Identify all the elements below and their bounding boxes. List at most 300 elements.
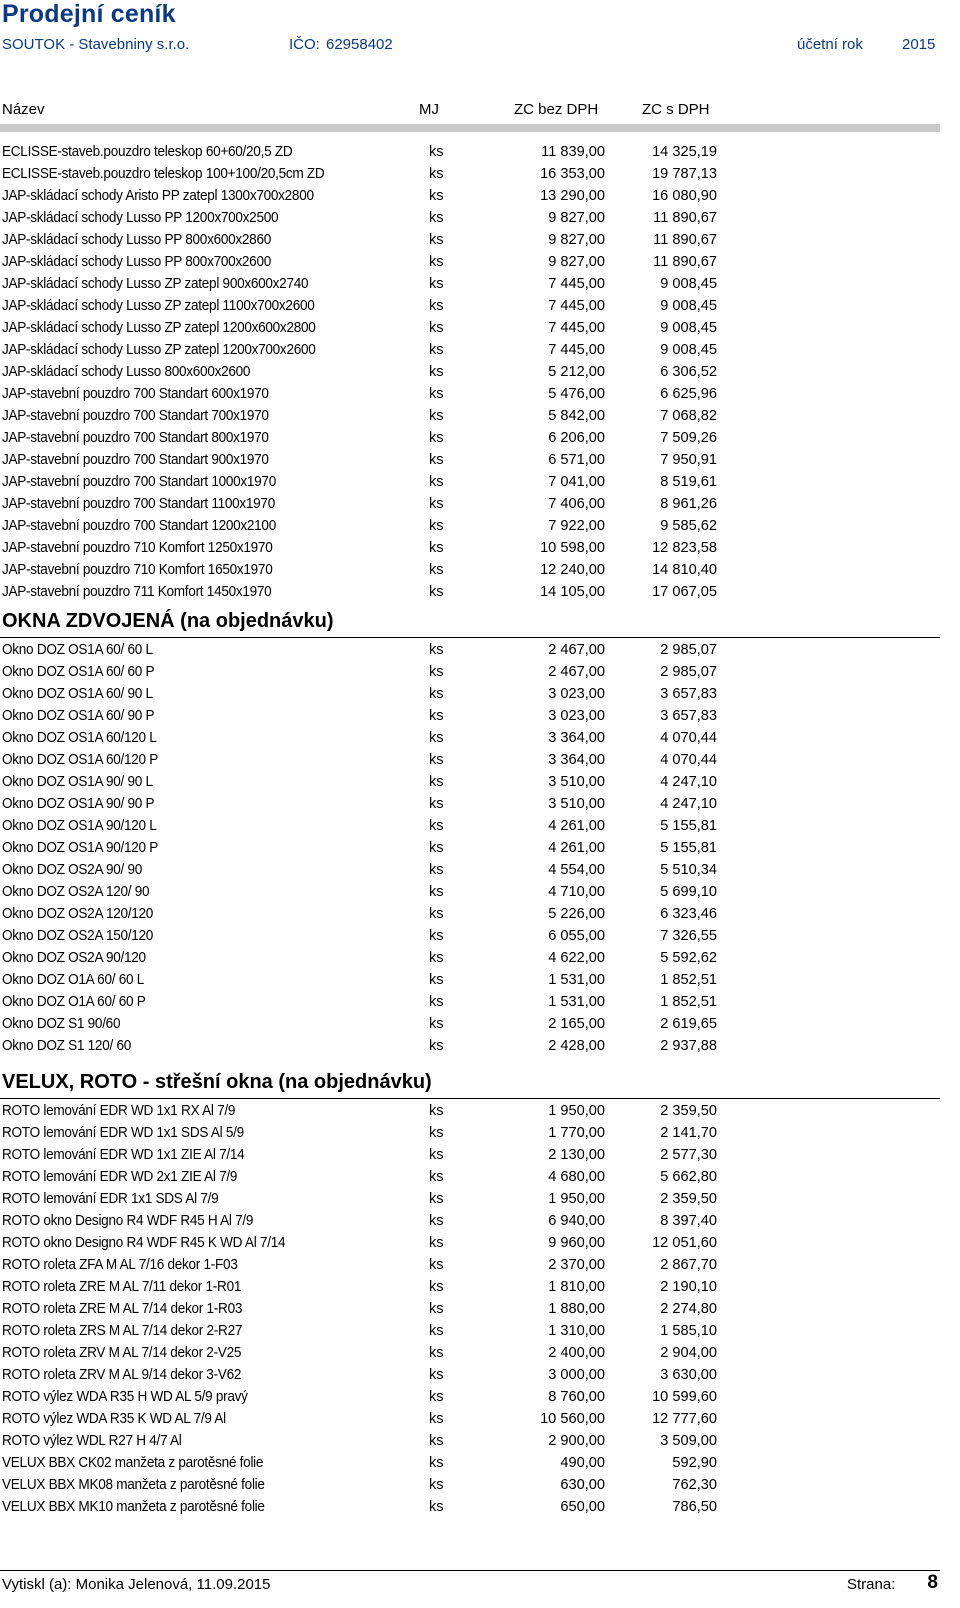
item-name: ROTO lemování EDR 1x1 SDS Al 7/9 <box>2 1191 219 1207</box>
item-name: ROTO okno Designo R4 WDF R45 K WD Al 7/14 <box>2 1235 286 1251</box>
item-name: ECLISSE-staveb.pouzdro teleskop 60+60/20,5 ZD <box>2 144 293 160</box>
item-price-without-vat: 1 531,00 <box>548 972 605 988</box>
table-row <box>0 141 960 163</box>
item-name: Okno DOZ OS1A 60/120 P <box>2 752 159 768</box>
item-name: VELUX BBX MK08 manžeta z parotěsné folie <box>2 1477 265 1493</box>
item-name: ROTO výlez WDA R35 K WD AL 7/9 Al <box>2 1411 226 1427</box>
item-unit: ks <box>429 1323 444 1339</box>
item-unit: ks <box>429 840 444 856</box>
item-name: Okno DOZ OS2A 90/120 <box>2 950 146 966</box>
item-price-without-vat: 7 041,00 <box>548 474 605 490</box>
item-price-with-vat: 5 155,81 <box>660 840 717 856</box>
table-row <box>0 815 960 837</box>
item-unit: ks <box>429 752 444 768</box>
item-price-with-vat: 14 810,40 <box>652 562 717 578</box>
item-price-with-vat: 5 592,62 <box>660 950 717 966</box>
item-price-with-vat: 7 326,55 <box>660 928 717 944</box>
item-price-with-vat: 11 890,67 <box>653 232 717 248</box>
item-price-without-vat: 4 710,00 <box>548 884 605 900</box>
section-divider <box>0 637 940 638</box>
item-name: Okno DOZ OS1A 90/ 90 L <box>2 774 153 790</box>
item-price-with-vat: 2 141,70 <box>660 1125 717 1141</box>
item-price-with-vat: 10 599,60 <box>652 1389 717 1405</box>
column-header-name: Název <box>2 101 45 118</box>
table-row <box>0 991 960 1013</box>
item-name: ROTO okno Designo R4 WDF R45 H Al 7/9 <box>2 1213 254 1229</box>
table-row <box>0 1013 960 1035</box>
item-price-without-vat: 12 240,00 <box>540 562 605 578</box>
table-row <box>0 1188 960 1210</box>
table-row <box>0 727 960 749</box>
item-price-without-vat: 11 839,00 <box>541 144 605 160</box>
item-unit: ks <box>429 430 444 446</box>
item-price-without-vat: 16 353,00 <box>540 166 605 182</box>
item-unit: ks <box>429 320 444 336</box>
table-row <box>0 1342 960 1364</box>
item-price-without-vat: 6 940,00 <box>548 1213 605 1229</box>
item-price-with-vat: 8 961,26 <box>660 496 717 512</box>
item-price-without-vat: 6 206,00 <box>548 430 605 446</box>
item-price-with-vat: 7 950,91 <box>660 452 717 468</box>
item-name: Okno DOZ OS2A 120/ 90 <box>2 884 150 900</box>
table-row <box>0 1276 960 1298</box>
item-name: JAP-skládací schody Lusso PP 800x600x2860 <box>2 232 271 248</box>
item-unit: ks <box>429 144 444 160</box>
item-price-without-vat: 1 950,00 <box>548 1103 605 1119</box>
item-price-without-vat: 9 960,00 <box>548 1235 605 1251</box>
item-name: Okno DOZ OS1A 90/120 P <box>2 840 159 856</box>
item-unit: ks <box>429 276 444 292</box>
item-name: Okno DOZ OS1A 60/120 L <box>2 730 157 746</box>
item-unit: ks <box>429 664 444 680</box>
table-row <box>0 947 960 969</box>
item-price-without-vat: 1 810,00 <box>548 1279 605 1295</box>
item-price-without-vat: 4 554,00 <box>548 862 605 878</box>
item-price-with-vat: 2 577,30 <box>660 1147 717 1163</box>
item-unit: ks <box>429 1345 444 1361</box>
item-price-with-vat: 4 070,44 <box>660 730 717 746</box>
column-header-price-with-vat: ZC s DPH <box>642 101 710 118</box>
item-unit: ks <box>429 1235 444 1251</box>
item-price-with-vat: 2 190,10 <box>660 1279 717 1295</box>
item-name: ROTO roleta ZFA M AL 7/16 dekor 1-F03 <box>2 1257 238 1273</box>
item-price-without-vat: 6 055,00 <box>548 928 605 944</box>
item-price-without-vat: 6 571,00 <box>548 452 605 468</box>
item-price-with-vat: 6 306,52 <box>660 364 717 380</box>
item-name: JAP-stavební pouzdro 700 Standart 1000x1970 <box>2 474 276 490</box>
item-price-without-vat: 7 445,00 <box>548 276 605 292</box>
item-price-with-vat: 14 325,19 <box>652 144 717 160</box>
table-row <box>0 1100 960 1122</box>
item-price-without-vat: 5 842,00 <box>548 408 605 424</box>
item-price-with-vat: 1 585,10 <box>660 1323 717 1339</box>
table-row <box>0 515 960 537</box>
printed-by: Vytiskl (a): Monika Jelenová, 11.09.2015 <box>2 1576 271 1593</box>
item-name: Okno DOZ O1A 60/ 60 P <box>2 994 146 1010</box>
item-price-without-vat: 14 105,00 <box>540 584 605 600</box>
item-price-without-vat: 1 310,00 <box>548 1323 605 1339</box>
item-price-with-vat: 4 247,10 <box>660 774 717 790</box>
item-price-with-vat: 17 067,05 <box>652 584 717 600</box>
item-price-with-vat: 5 510,34 <box>660 862 717 878</box>
item-name: Okno DOZ S1 120/ 60 <box>2 1038 131 1054</box>
item-name: Okno DOZ OS1A 60/ 90 L <box>2 686 153 702</box>
item-price-with-vat: 3 657,83 <box>660 708 717 724</box>
item-price-with-vat: 3 509,00 <box>660 1433 717 1449</box>
table-row <box>0 1430 960 1452</box>
table-row <box>0 537 960 559</box>
item-price-without-vat: 2 900,00 <box>548 1433 605 1449</box>
item-price-without-vat: 13 290,00 <box>540 188 605 204</box>
item-name: ROTO roleta ZRE M AL 7/14 dekor 1-R03 <box>2 1301 243 1317</box>
item-price-without-vat: 10 560,00 <box>540 1411 605 1427</box>
item-name: JAP-stavební pouzdro 700 Standart 700x1970 <box>2 408 269 424</box>
column-header-price-without-vat: ZC bez DPH <box>514 101 599 118</box>
page-title: Prodejní ceník <box>2 0 176 28</box>
table-row <box>0 1386 960 1408</box>
item-price-without-vat: 2 428,00 <box>548 1038 605 1054</box>
item-name: JAP-skládací schody Aristo PP zatepl 1300x700x2800 <box>2 188 314 204</box>
item-price-with-vat: 1 852,51 <box>660 972 717 988</box>
item-price-without-vat: 4 680,00 <box>548 1169 605 1185</box>
item-name: JAP-stavební pouzdro 711 Komfort 1450x1970 <box>2 584 272 600</box>
item-name: Okno DOZ OS2A 150/120 <box>2 928 154 944</box>
item-unit: ks <box>429 496 444 512</box>
item-unit: ks <box>429 928 444 944</box>
table-row <box>0 229 960 251</box>
item-unit: ks <box>429 1213 444 1229</box>
item-price-without-vat: 2 130,00 <box>548 1147 605 1163</box>
item-price-with-vat: 9 585,62 <box>660 518 717 534</box>
item-name: VELUX BBX CK02 manžeta z parotěsné folie <box>2 1455 264 1471</box>
item-name: ECLISSE-staveb.pouzdro teleskop 100+100/20,5cm ZD <box>2 166 325 182</box>
table-row <box>0 661 960 683</box>
item-price-without-vat: 7 445,00 <box>548 298 605 314</box>
item-price-with-vat: 2 359,50 <box>660 1191 717 1207</box>
item-name: JAP-skládací schody Lusso PP 1200x700x2500 <box>2 210 279 226</box>
item-name: JAP-stavební pouzdro 700 Standart 1100x1970 <box>2 496 275 512</box>
page-number: 8 <box>927 1572 938 1593</box>
table-row <box>0 1496 960 1518</box>
item-price-without-vat: 2 467,00 <box>548 664 605 680</box>
item-price-with-vat: 5 699,10 <box>660 884 717 900</box>
item-name: Okno DOZ OS2A 120/120 <box>2 906 154 922</box>
table-row <box>0 1166 960 1188</box>
item-price-without-vat: 1 531,00 <box>548 994 605 1010</box>
section-title: OKNA ZDVOJENÁ (na objednávku) <box>2 610 334 632</box>
item-price-without-vat: 3 364,00 <box>548 752 605 768</box>
item-price-with-vat: 9 008,45 <box>660 298 717 314</box>
item-price-without-vat: 7 445,00 <box>548 342 605 358</box>
item-unit: ks <box>429 818 444 834</box>
table-row <box>0 793 960 815</box>
item-price-without-vat: 7 922,00 <box>548 518 605 534</box>
table-row <box>0 1144 960 1166</box>
item-price-without-vat: 1 950,00 <box>548 1191 605 1207</box>
table-row <box>0 881 960 903</box>
section-divider <box>0 1098 940 1099</box>
footer-divider <box>0 1570 940 1571</box>
table-row <box>0 1364 960 1386</box>
table-row <box>0 1122 960 1144</box>
item-name: JAP-stavební pouzdro 700 Standart 800x1970 <box>2 430 269 446</box>
item-price-with-vat: 9 008,45 <box>660 276 717 292</box>
item-unit: ks <box>429 884 444 900</box>
item-price-with-vat: 11 890,67 <box>653 210 717 226</box>
item-name: JAP-stavební pouzdro 700 Standart 600x1970 <box>2 386 269 402</box>
header-divider <box>0 124 940 132</box>
item-price-without-vat: 3 364,00 <box>548 730 605 746</box>
table-row <box>0 273 960 295</box>
item-price-without-vat: 490,00 <box>560 1455 605 1471</box>
item-unit: ks <box>429 862 444 878</box>
item-price-with-vat: 2 985,07 <box>660 664 717 680</box>
item-unit: ks <box>429 1499 444 1515</box>
table-row <box>0 317 960 339</box>
item-unit: ks <box>429 1016 444 1032</box>
item-unit: ks <box>429 1389 444 1405</box>
item-price-with-vat: 9 008,45 <box>660 342 717 358</box>
item-price-without-vat: 650,00 <box>560 1499 605 1515</box>
table-row <box>0 683 960 705</box>
item-unit: ks <box>429 972 444 988</box>
item-price-without-vat: 9 827,00 <box>548 232 605 248</box>
item-unit: ks <box>429 408 444 424</box>
item-unit: ks <box>429 584 444 600</box>
item-price-with-vat: 12 051,60 <box>652 1235 717 1251</box>
item-name: Okno DOZ OS1A 90/ 90 P <box>2 796 155 812</box>
item-price-with-vat: 2 359,50 <box>660 1103 717 1119</box>
item-unit: ks <box>429 298 444 314</box>
item-price-with-vat: 1 852,51 <box>660 994 717 1010</box>
item-name: Okno DOZ OS1A 90/120 L <box>2 818 157 834</box>
item-price-with-vat: 762,30 <box>672 1477 717 1493</box>
table-row <box>0 581 960 603</box>
item-price-with-vat: 5 155,81 <box>660 818 717 834</box>
table-row <box>0 559 960 581</box>
item-price-without-vat: 4 622,00 <box>548 950 605 966</box>
table-row <box>0 771 960 793</box>
item-price-without-vat: 2 165,00 <box>548 1016 605 1032</box>
table-row <box>0 471 960 493</box>
item-unit: ks <box>429 1038 444 1054</box>
item-price-without-vat: 9 827,00 <box>548 254 605 270</box>
item-unit: ks <box>429 1411 444 1427</box>
item-price-with-vat: 4 070,44 <box>660 752 717 768</box>
table-row <box>0 405 960 427</box>
item-name: Okno DOZ O1A 60/ 60 L <box>2 972 145 988</box>
item-unit: ks <box>429 1103 444 1119</box>
table-row <box>0 859 960 881</box>
item-unit: ks <box>429 364 444 380</box>
item-name: JAP-stavební pouzdro 700 Standart 900x1970 <box>2 452 269 468</box>
column-header-mj: MJ <box>419 101 439 118</box>
table-row <box>0 361 960 383</box>
item-unit: ks <box>429 642 444 658</box>
item-name: ROTO výlez WDL R27 H 4/7 Al <box>2 1433 182 1449</box>
item-unit: ks <box>429 1477 444 1493</box>
table-row <box>0 837 960 859</box>
item-name: JAP-stavební pouzdro 710 Komfort 1250x1970 <box>2 540 273 556</box>
fiscal-year-label: účetní rok <box>797 36 863 53</box>
item-price-with-vat: 6 323,46 <box>660 906 717 922</box>
item-price-with-vat: 592,90 <box>672 1455 717 1471</box>
item-unit: ks <box>429 452 444 468</box>
item-unit: ks <box>429 254 444 270</box>
item-price-without-vat: 2 370,00 <box>548 1257 605 1273</box>
table-row <box>0 1452 960 1474</box>
item-unit: ks <box>429 708 444 724</box>
item-unit: ks <box>429 1279 444 1295</box>
item-unit: ks <box>429 1125 444 1141</box>
item-price-with-vat: 7 509,26 <box>660 430 717 446</box>
table-row <box>0 1232 960 1254</box>
item-name: ROTO lemování EDR WD 2x1 ZIE Al 7/9 <box>2 1169 238 1185</box>
item-name: JAP-skládací schody Lusso ZP zatepl 1200x600x2800 <box>2 320 316 336</box>
section-title: VELUX, ROTO - střešní okna (na objednávku) <box>2 1071 432 1093</box>
item-unit: ks <box>429 540 444 556</box>
table-row <box>0 427 960 449</box>
item-name: JAP-stavební pouzdro 700 Standart 1200x2100 <box>2 518 276 534</box>
item-price-with-vat: 2 867,70 <box>660 1257 717 1273</box>
item-price-with-vat: 12 777,60 <box>652 1411 717 1427</box>
item-price-without-vat: 1 770,00 <box>548 1125 605 1141</box>
item-price-without-vat: 9 827,00 <box>548 210 605 226</box>
item-name: JAP-skládací schody Lusso ZP zatepl 1200x700x2600 <box>2 342 316 358</box>
table-row <box>0 493 960 515</box>
item-name: ROTO roleta ZRS M AL 7/14 dekor 2-R27 <box>2 1323 243 1339</box>
item-unit: ks <box>429 474 444 490</box>
item-unit: ks <box>429 994 444 1010</box>
item-name: Okno DOZ OS2A 90/ 90 <box>2 862 143 878</box>
item-price-with-vat: 16 080,90 <box>652 188 717 204</box>
table-row <box>0 339 960 361</box>
item-price-with-vat: 3 657,83 <box>660 686 717 702</box>
item-unit: ks <box>429 1455 444 1471</box>
item-unit: ks <box>429 562 444 578</box>
table-row <box>0 903 960 925</box>
item-unit: ks <box>429 950 444 966</box>
item-price-without-vat: 3 510,00 <box>548 774 605 790</box>
item-unit: ks <box>429 166 444 182</box>
item-price-with-vat: 12 823,58 <box>652 540 717 556</box>
item-price-with-vat: 2 937,88 <box>660 1038 717 1054</box>
item-price-without-vat: 7 406,00 <box>548 496 605 512</box>
item-price-without-vat: 10 598,00 <box>540 540 605 556</box>
table-row <box>0 207 960 229</box>
item-name: JAP-skládací schody Lusso ZP zatepl 900x600x2740 <box>2 276 309 292</box>
item-price-without-vat: 630,00 <box>560 1477 605 1493</box>
item-price-without-vat: 3 023,00 <box>548 686 605 702</box>
company-name: SOUTOK - Stavebniny s.r.o. <box>2 36 190 53</box>
table-row <box>0 969 960 991</box>
item-name: VELUX BBX MK10 manžeta z parotěsné folie <box>2 1499 265 1515</box>
item-unit: ks <box>429 188 444 204</box>
ico-value: 62958402 <box>326 36 393 53</box>
item-name: Okno DOZ OS1A 60/ 90 P <box>2 708 155 724</box>
table-row <box>0 449 960 471</box>
item-price-with-vat: 7 068,82 <box>660 408 717 424</box>
table-row <box>0 1254 960 1276</box>
item-unit: ks <box>429 1257 444 1273</box>
item-name: Okno DOZ OS1A 60/ 60 L <box>2 642 153 658</box>
item-unit: ks <box>429 232 444 248</box>
item-name: ROTO výlez WDA R35 H WD AL 5/9 pravý <box>2 1389 248 1405</box>
item-unit: ks <box>429 1367 444 1383</box>
item-price-with-vat: 6 625,96 <box>660 386 717 402</box>
item-price-without-vat: 2 467,00 <box>548 642 605 658</box>
item-price-with-vat: 2 904,00 <box>660 1345 717 1361</box>
item-price-without-vat: 8 760,00 <box>548 1389 605 1405</box>
item-unit: ks <box>429 386 444 402</box>
item-price-with-vat: 2 985,07 <box>660 642 717 658</box>
fiscal-year-value: 2015 <box>902 36 936 53</box>
item-unit: ks <box>429 774 444 790</box>
item-price-with-vat: 8 397,40 <box>660 1213 717 1229</box>
item-unit: ks <box>429 796 444 812</box>
table-row <box>0 639 960 661</box>
table-row <box>0 1210 960 1232</box>
item-name: JAP-skládací schody Lusso PP 800x700x2600 <box>2 254 271 270</box>
table-row <box>0 1474 960 1496</box>
table-row <box>0 1035 960 1057</box>
item-name: JAP-skládací schody Lusso 800x600x2600 <box>2 364 251 380</box>
item-price-with-vat: 11 890,67 <box>653 254 717 270</box>
page-label: Strana: <box>847 1576 896 1593</box>
item-price-with-vat: 8 519,61 <box>660 474 717 490</box>
item-unit: ks <box>429 1433 444 1449</box>
item-name: ROTO lemování EDR WD 1x1 ZIE Al 7/14 <box>2 1147 245 1163</box>
item-unit: ks <box>429 518 444 534</box>
item-price-with-vat: 786,50 <box>672 1499 717 1515</box>
table-row <box>0 383 960 405</box>
table-row <box>0 251 960 273</box>
item-price-with-vat: 5 662,80 <box>660 1169 717 1185</box>
item-unit: ks <box>429 906 444 922</box>
table-row <box>0 1408 960 1430</box>
item-unit: ks <box>429 1147 444 1163</box>
item-unit: ks <box>429 730 444 746</box>
item-price-with-vat: 4 247,10 <box>660 796 717 812</box>
item-price-without-vat: 5 212,00 <box>548 364 605 380</box>
item-price-with-vat: 2 274,80 <box>660 1301 717 1317</box>
item-price-without-vat: 2 400,00 <box>548 1345 605 1361</box>
item-price-with-vat: 9 008,45 <box>660 320 717 336</box>
table-row <box>0 1320 960 1342</box>
item-name: ROTO lemování EDR WD 1x1 SDS Al 5/9 <box>2 1125 244 1141</box>
header-subline <box>2 36 942 56</box>
ico-label: IČO: <box>289 36 320 53</box>
item-name: Okno DOZ OS1A 60/ 60 P <box>2 664 155 680</box>
item-price-without-vat: 5 226,00 <box>548 906 605 922</box>
item-price-without-vat: 3 510,00 <box>548 796 605 812</box>
table-row <box>0 925 960 947</box>
item-unit: ks <box>429 686 444 702</box>
item-name: ROTO roleta ZRV M AL 7/14 dekor 2-V25 <box>2 1345 242 1361</box>
item-name: ROTO lemování EDR WD 1x1 RX Al 7/9 <box>2 1103 236 1119</box>
table-row <box>0 705 960 727</box>
item-price-without-vat: 3 023,00 <box>548 708 605 724</box>
item-price-with-vat: 2 619,65 <box>660 1016 717 1032</box>
table-row <box>0 185 960 207</box>
table-row <box>0 163 960 185</box>
item-unit: ks <box>429 342 444 358</box>
item-price-without-vat: 3 000,00 <box>548 1367 605 1383</box>
item-unit: ks <box>429 1169 444 1185</box>
item-price-without-vat: 5 476,00 <box>548 386 605 402</box>
item-price-without-vat: 7 445,00 <box>548 320 605 336</box>
item-name: JAP-stavební pouzdro 710 Komfort 1650x1970 <box>2 562 273 578</box>
